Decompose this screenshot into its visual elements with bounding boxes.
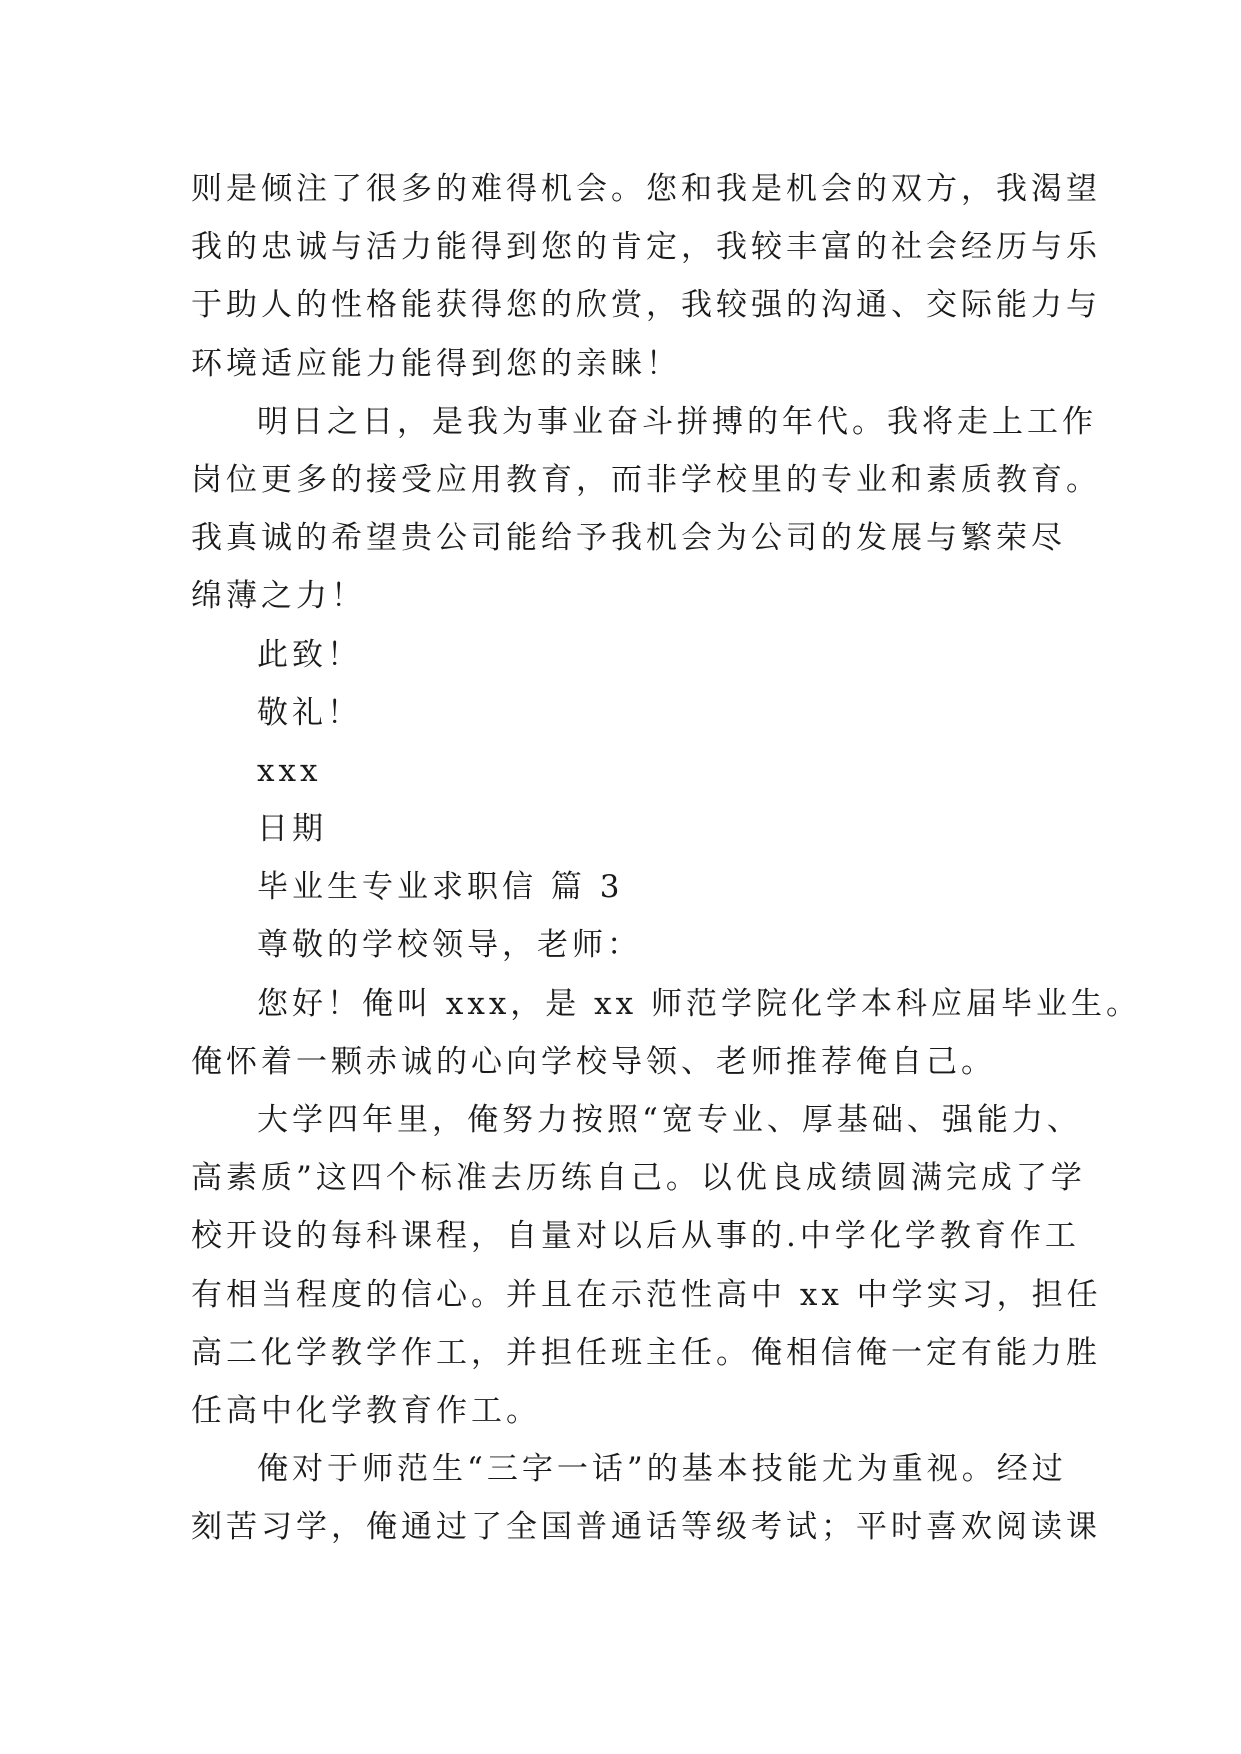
text-line: 有相当程度的信心。并且在示范性高中 xx 中学实习，担任 bbox=[191, 1276, 1102, 1313]
text-line: 绵薄之力！ bbox=[191, 578, 366, 615]
text-line: 尊敬的学校领导，老师： bbox=[257, 927, 642, 964]
text-line: 高二化学教学作工，并担任班主任。俺相信俺一定有能力胜 bbox=[191, 1334, 1101, 1371]
text-line: 岗位更多的接受应用教育，而非学校里的专业和素质教育。 bbox=[191, 461, 1101, 498]
text-line: xxx bbox=[257, 752, 322, 789]
text-line: 此致！ bbox=[257, 636, 362, 673]
text-line: 明日之日，是我为事业奋斗拼搏的年代。我将走上工作 bbox=[257, 403, 1097, 440]
text-line: 俺对于师范生“三字一话”的基本技能尤为重视。经过 bbox=[257, 1451, 1067, 1488]
text-line: 俺怀着一颗赤诚的心向学校导领、老师推荐俺自己。 bbox=[191, 1043, 996, 1080]
text-line: 您好！俺叫 xxx，是 xx 师范学院化学本科应届毕业生。 bbox=[257, 985, 1141, 1022]
text-line: 于助人的性格能获得您的欣赏，我较强的沟通、交际能力与 bbox=[191, 287, 1101, 324]
text-line: 高素质”这四个标准去历练自己。以优良成绩圆满完成了学 bbox=[191, 1160, 1086, 1197]
text-line: 校开设的每科课程，自量对以后从事的.中学化学教育作工 bbox=[191, 1218, 1080, 1255]
text-line: 我真诚的希望贵公司能给予我机会为公司的发展与繁荣尽 bbox=[191, 520, 1066, 557]
text-line: 敬礼！ bbox=[257, 694, 362, 731]
text-line: 则是倾注了很多的难得机会。您和我是机会的双方，我渴望 bbox=[191, 171, 1101, 207]
text-line: 任高中化学教育作工。 bbox=[191, 1392, 541, 1429]
document-body bbox=[191, 160, 1141, 1557]
text-line: 大学四年里，俺努力按照“宽专业、厚基础、强能力、 bbox=[257, 1102, 1082, 1138]
text-line: 我的忠诚与活力能得到您的肯定，我较丰富的社会经历与乐 bbox=[191, 229, 1101, 266]
text-line: 刻苦习学，俺通过了全国普通话等级考试；平时喜欢阅读课 bbox=[191, 1509, 1101, 1546]
text-line: 毕业生专业求职信 篇 3 bbox=[257, 869, 624, 906]
text-line: 环境适应能力能得到您的亲睐！ bbox=[191, 345, 681, 382]
text-line: 日期 bbox=[257, 811, 327, 848]
